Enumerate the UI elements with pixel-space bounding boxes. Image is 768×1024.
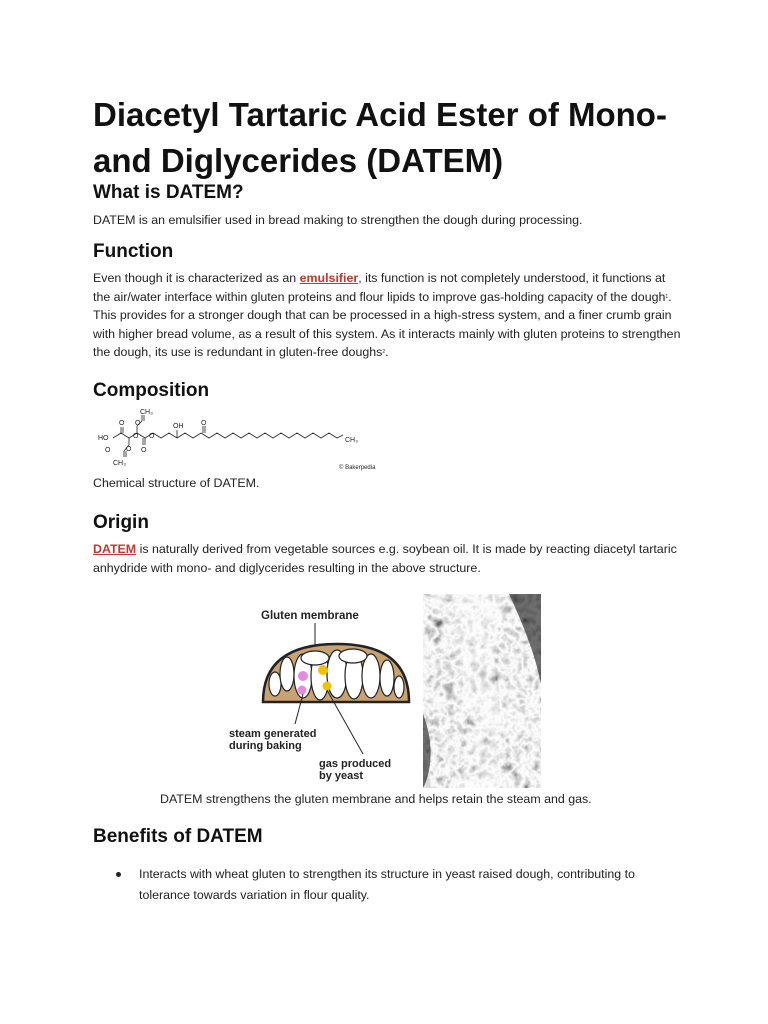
benefits-list-item: [93, 864, 683, 905]
micrograph-image: [423, 594, 541, 788]
function-text-2: , its function is not completely understood, it functions at the air/water interface within gluten proteins and flour lipids to improve gas-holding capacity of the dough: [93, 271, 666, 304]
chemical-structure-diagram: [93, 405, 383, 473]
gas-label-1: gas produced: [319, 758, 392, 770]
gas-bubble: [323, 682, 332, 691]
composition-caption: Chemical structure of DATEM.: [93, 476, 260, 490]
membrane-caption: DATEM strengthens the gluten membrane and helps retain the steam and gas.: [160, 792, 592, 806]
steam-label-2: during baking: [229, 740, 302, 752]
benefit-text: Interacts with wheat gluten to strengthen its structure in yeast raised dough, contributing to tolerance towards variation in flour quality.: [139, 867, 635, 902]
reference-2: 2: [382, 349, 386, 355]
origin-heading: Origin: [93, 512, 149, 533]
function-heading: Function: [93, 241, 174, 262]
what-is-heading: What is DATEM?: [93, 182, 244, 203]
label-ho: HO: [98, 435, 109, 442]
benefits-list: [93, 864, 683, 905]
origin-text: [93, 540, 683, 577]
label-ch3-top: CH₃: [140, 409, 153, 416]
label-o-2: O: [135, 420, 141, 427]
label-o-7: O: [105, 447, 111, 454]
composition-heading: Composition: [93, 380, 210, 401]
label-o-3: O: [133, 433, 139, 440]
label-o-8: O: [201, 420, 207, 427]
gluten-membrane-label: Gluten membrane: [261, 610, 359, 622]
chemical-structure-figure: [93, 405, 383, 473]
gas-label-2: by yeast: [319, 770, 364, 782]
bakerpedia-credit: © Bakerpedia: [339, 465, 376, 471]
steam-bubble: [298, 686, 307, 695]
steam-bubble: [298, 671, 308, 681]
page-title: Diacetyl Tartaric Acid Ester of Mono- and Diglycerides (DATEM): [93, 96, 667, 179]
datem-link[interactable]: DATEM: [93, 542, 137, 556]
steam-label-1: steam generated: [229, 728, 317, 740]
label-o-5: O: [126, 446, 132, 453]
function-text-1: Even though it is characterized as an: [93, 271, 300, 285]
reference-1: 1: [665, 293, 669, 300]
label-ch3-right: CH₃: [345, 437, 358, 444]
gas-bubble: [318, 665, 328, 675]
label-o-1: O: [119, 420, 125, 427]
label-o-6: O: [141, 447, 147, 454]
label-o-4: O: [149, 433, 155, 440]
label-oh: OH: [173, 423, 184, 430]
gluten-micrograph: [423, 594, 541, 788]
what-is-text: DATEM is an emulsifier used in bread making to strengthen the dough during processing.: [93, 213, 583, 227]
origin-text-body: is naturally derived from vegetable sources e.g. soybean oil. It is made by reacting diacetyl tartaric anhydride with mono- and diglycerides resulting in the above structure.: [93, 542, 677, 575]
function-text-4: .: [385, 345, 389, 359]
bullet-icon: [116, 872, 121, 877]
label-ch3-bottom: CH₃: [113, 460, 126, 467]
function-text: [93, 269, 683, 362]
function-text-3: . This provides for a stronger dough that can be processed in a high-stress system, and a finer crumb grain with higher bread volume, as a result of this system. As it interacts mainly with gluten proteins to strengthen the dough, its use is redundant in gluten-free doughs: [93, 289, 681, 359]
emulsifier-link[interactable]: emulsifier: [299, 271, 359, 285]
benefits-heading: Benefits of DATEM: [93, 826, 263, 847]
